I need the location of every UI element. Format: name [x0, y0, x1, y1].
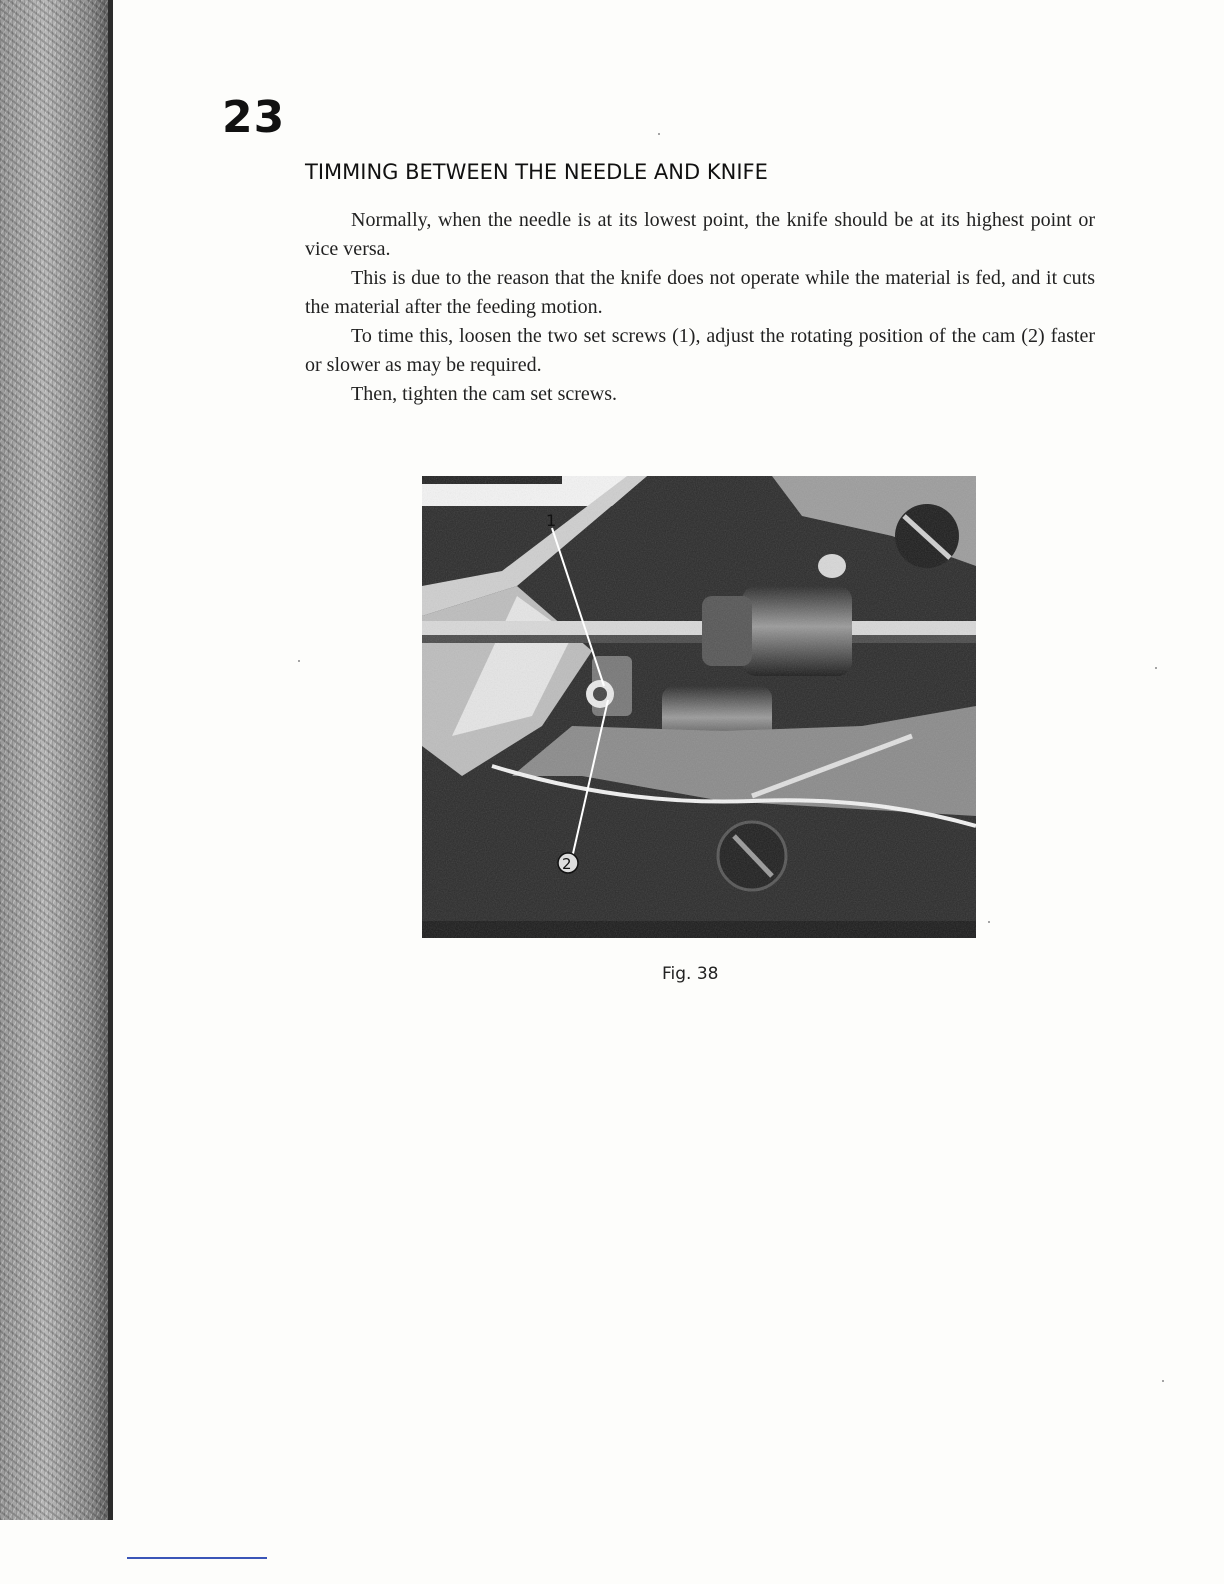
paragraph: To time this, loosen the two set screws (1), adjust the rotating position of the cam (2) faster or slower as may be required. [305, 325, 1095, 376]
figure-photo [422, 476, 976, 938]
paragraph: This is due to the reason that the knife does not operate while the material is fed, and it cuts the material after the feeding motion. [305, 267, 1095, 318]
speck [988, 921, 990, 923]
body-text [305, 206, 1095, 409]
binding-strip [0, 0, 112, 1520]
figure-caption: Fig. 38 [662, 964, 719, 984]
callout-label-2: 2 [562, 855, 572, 873]
section-heading: TIMMING BETWEEN THE NEEDLE AND KNIFE [305, 160, 768, 184]
speck [1162, 1380, 1164, 1382]
binding-edge [108, 0, 113, 1520]
machine-photo [422, 476, 976, 938]
speck [1155, 667, 1157, 669]
speck [298, 660, 300, 662]
page-number: 23 [222, 92, 286, 143]
callout-label-1: 1 [546, 511, 557, 530]
footer-rule [127, 1557, 267, 1559]
speck [658, 133, 660, 135]
paragraph: Then, tighten the cam set screws. [351, 383, 618, 405]
paragraph: Normally, when the needle is at its lowest point, the knife should be at its highest point or vice versa. [305, 209, 1095, 260]
